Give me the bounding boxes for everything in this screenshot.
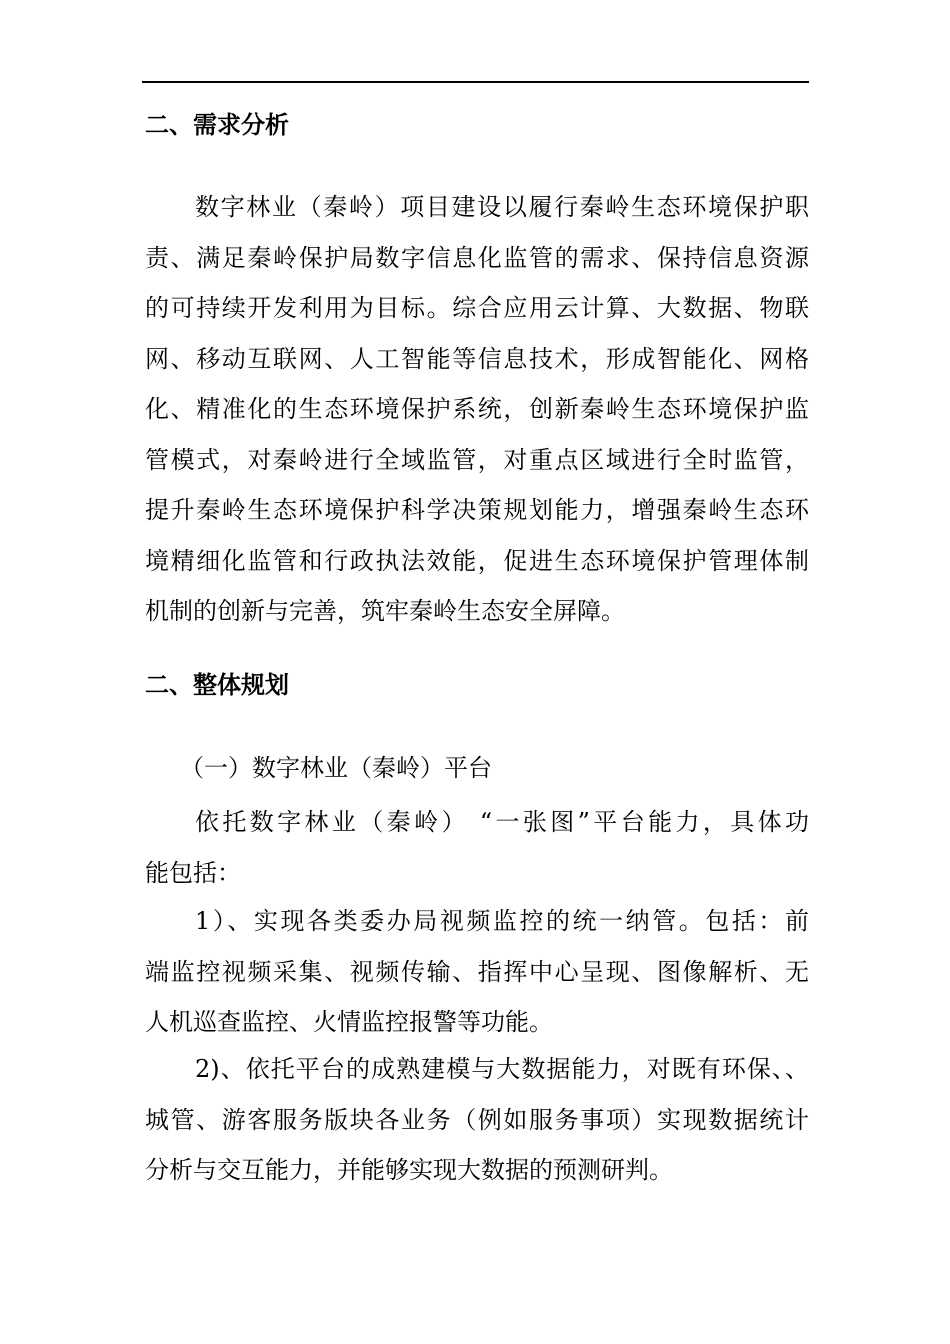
paragraph-item-2 bbox=[145, 1044, 809, 1196]
text-line: 城管、游客服务版块各业务（例如服务事项）实现数据统计 bbox=[145, 1105, 809, 1134]
paragraph-item-1 bbox=[145, 896, 809, 1048]
header-rule bbox=[142, 81, 809, 83]
text-line: 境精细化监管和行政执法效能，促进生态环境保护管理体制 bbox=[145, 546, 809, 575]
text-line: 管模式，对秦岭进行全域监管，对重点区域进行全时监管， bbox=[145, 445, 809, 474]
section-heading-demand-analysis: 二、需求分析 bbox=[145, 111, 289, 139]
paragraph-platform-intro bbox=[145, 797, 809, 898]
text-line: 端监控视频采集、视频传输、指挥中心呈现、图像解析、无 bbox=[145, 957, 809, 986]
text-line: 责、满足秦岭保护局数字信息化监管的需求、保持信息资源 bbox=[145, 243, 809, 272]
text-line: 的可持续开发利用为目标。综合应用云计算、大数据、物联 bbox=[145, 294, 809, 322]
text-line: 机制的创新与完善，筑牢秦岭生态安全屏障。 bbox=[145, 597, 625, 625]
text-line: 网、移动互联网、人工智能等信息技术，形成智能化、网格 bbox=[145, 344, 809, 373]
text-line: 分析与交互能力，并能够实现大数据的预测研判。 bbox=[145, 1156, 673, 1184]
text-line: 化、精准化的生态环境保护系统，创新秦岭生态环境保护监 bbox=[145, 395, 809, 423]
section-heading-overall-plan: 二、整体规划 bbox=[145, 671, 289, 699]
paragraph-demand-analysis bbox=[145, 182, 809, 637]
text-line: 依托数字林业（秦岭） “一张图”平台能力，具体功 bbox=[195, 808, 809, 836]
text-line: 1）、实现各类委办局视频监控的统一纳管。包括：前 bbox=[195, 907, 809, 935]
text-line: 人机巡查监控、火情监控报警等功能。 bbox=[145, 1008, 553, 1036]
text-line: 2)、依托平台的成熟建模与大数据能力，对既有环保、、 bbox=[195, 1055, 809, 1083]
text-line: 提升秦岭生态环境保护科学决策规划能力，增强秦岭生态环 bbox=[145, 496, 809, 524]
text-line: 数字林业（秦岭）项目建设以履行秦岭生态环境保护职 bbox=[195, 193, 809, 221]
text-line: 能包括： bbox=[145, 858, 241, 887]
subsection-heading-platform: （一）数字林业（秦岭）平台 bbox=[180, 754, 492, 782]
